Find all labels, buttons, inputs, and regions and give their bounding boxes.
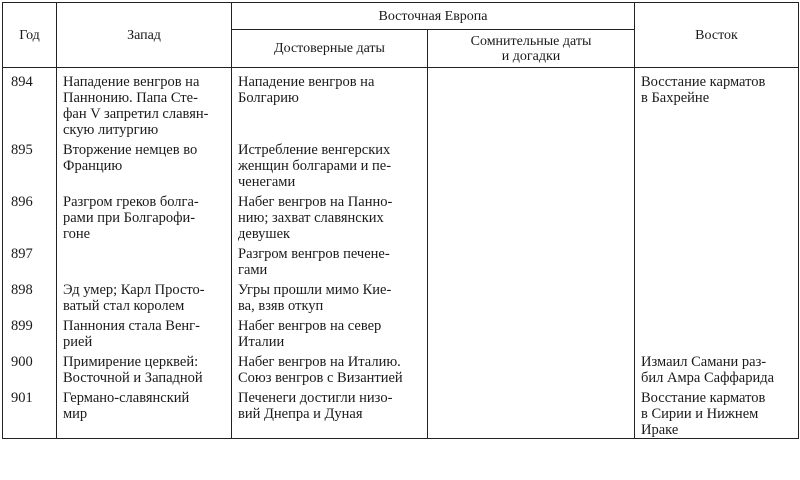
cell-east — [635, 314, 799, 350]
cell-east — [635, 278, 799, 314]
cell-reliable: Набег венгров на Италию. Союз венгров с Византией — [232, 350, 428, 386]
cell-year: 894 — [3, 68, 57, 139]
cell-year: 897 — [3, 242, 57, 278]
cell-dubious — [428, 314, 635, 350]
table-row — [3, 68, 799, 139]
table-row — [3, 190, 799, 242]
header-west: Запад — [57, 3, 232, 68]
header-reliable-dates: Достоверные даты — [232, 30, 428, 68]
header-eastern-europe: Восточная Европа — [232, 3, 635, 30]
table-row — [3, 386, 799, 439]
cell-west: Германо-славянский мир — [57, 386, 232, 439]
cell-dubious — [428, 138, 635, 190]
chronology-table — [2, 2, 799, 439]
cell-east: Восстание карматов в Сирии и Нижнем Ираке — [635, 386, 799, 439]
cell-east — [635, 138, 799, 190]
cell-year: 901 — [3, 386, 57, 439]
cell-reliable: Угры прошли мимо Кие- ва, взяв откуп — [232, 278, 428, 314]
cell-dubious — [428, 190, 635, 242]
table-body — [3, 68, 799, 439]
cell-east — [635, 190, 799, 242]
cell-east: Восстание карматов в Бахрейне — [635, 68, 799, 139]
table-row — [3, 138, 799, 190]
cell-dubious — [428, 386, 635, 439]
cell-reliable: Набег венгров на север Италии — [232, 314, 428, 350]
header-east: Восток — [635, 3, 799, 68]
cell-east — [635, 242, 799, 278]
cell-reliable: Нападение венгров на Болгарию — [232, 68, 428, 139]
cell-dubious — [428, 68, 635, 139]
cell-year: 899 — [3, 314, 57, 350]
cell-dubious — [428, 350, 635, 386]
cell-dubious — [428, 278, 635, 314]
cell-east: Измаил Самани раз- бил Амра Саффарида — [635, 350, 799, 386]
header-dubious-dates: Сомнительные даты и догадки — [428, 30, 635, 68]
cell-west: Вторжение немцев во Францию — [57, 138, 232, 190]
cell-reliable: Истребление венгерских женщин болгарами и пе- ченегами — [232, 138, 428, 190]
header-year: Год — [3, 3, 57, 68]
cell-west: Примирение церквей: Восточной и Западной — [57, 350, 232, 386]
cell-west: Эд умер; Карл Просто- ватый стал королем — [57, 278, 232, 314]
cell-reliable: Печенеги достигли низо- вий Днепра и Дуная — [232, 386, 428, 439]
cell-year: 900 — [3, 350, 57, 386]
cell-west: Паннония стала Венг- рией — [57, 314, 232, 350]
cell-dubious — [428, 242, 635, 278]
cell-reliable: Разгром венгров печене- гами — [232, 242, 428, 278]
cell-reliable: Набег венгров на Панно- нию; захват славянских девушек — [232, 190, 428, 242]
table-row — [3, 242, 799, 278]
table-row — [3, 350, 799, 386]
cell-year: 896 — [3, 190, 57, 242]
table-row — [3, 278, 799, 314]
table-row — [3, 314, 799, 350]
cell-west: Нападение венгров на Паннонию. Папа Сте- фан V запретил славян- скую литургию — [57, 68, 232, 139]
cell-year: 895 — [3, 138, 57, 190]
cell-year: 898 — [3, 278, 57, 314]
cell-west — [57, 242, 232, 278]
cell-west: Разгром греков болга- рами при Болгарофи- гоне — [57, 190, 232, 242]
table-header — [3, 3, 799, 68]
